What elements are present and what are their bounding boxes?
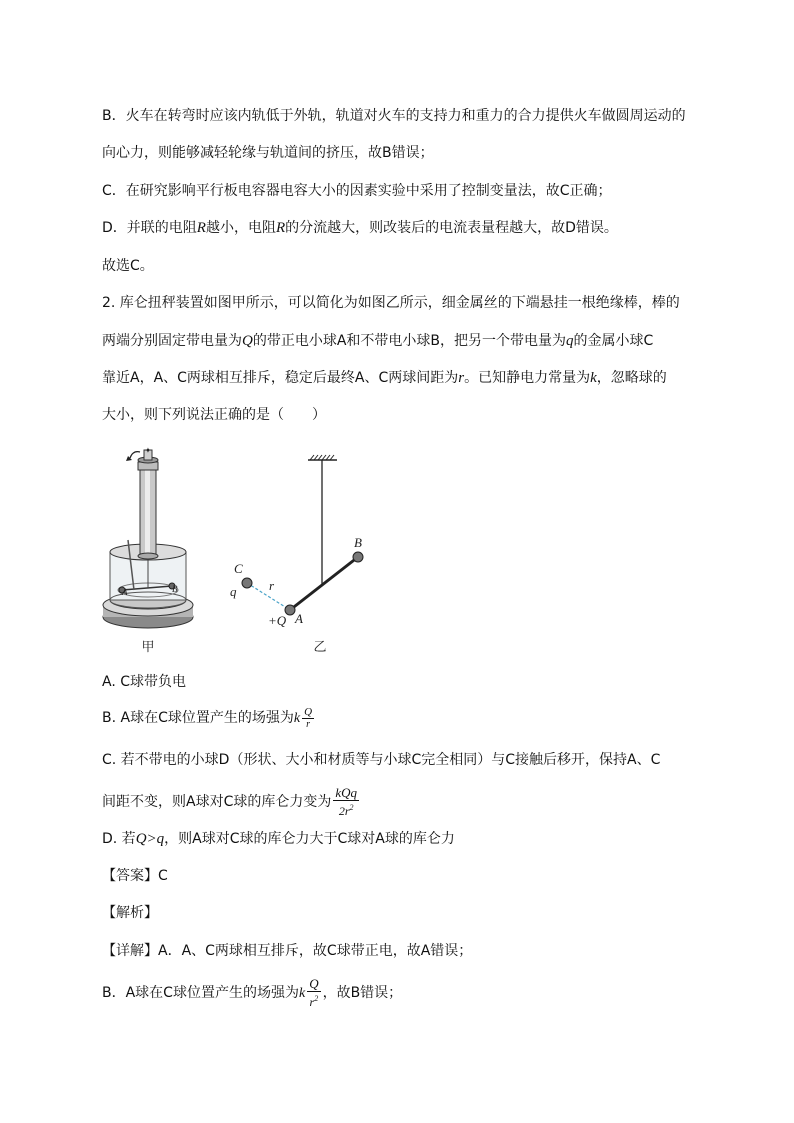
label-q: q <box>230 584 237 599</box>
exponent-2: 2 <box>314 994 319 1003</box>
answer-line <box>102 866 702 886</box>
option-text: 间距不变，则A球对C球的库仑力变为 <box>102 794 332 810</box>
fraction-Q-over-r2 <box>307 977 320 1009</box>
line-text: 越小，电阻 <box>205 220 276 236</box>
denominator-base: r <box>309 995 315 1009</box>
fraction-numerator: kQq <box>335 785 358 800</box>
line-text: 两端分别固定带电量为 <box>102 333 242 349</box>
label-B: B <box>354 535 362 550</box>
apparatus-label-A: A <box>122 587 128 597</box>
label-A: A <box>295 611 303 626</box>
detail-text: B．A球在C球位置产生的场强为 <box>102 985 299 1001</box>
line-text: 靠近A，A、C两球相互排斥，稳定后最终A、C两球间距为 <box>102 370 459 386</box>
line-text: 的金属小球C <box>573 333 654 349</box>
option-text: B. A球在C球位置产生的场强为 <box>102 710 294 726</box>
option-D <box>102 829 702 849</box>
symbol-k: k <box>298 986 306 1001</box>
option-text: A. C球带负电 <box>102 674 187 690</box>
question-2-line-1 <box>102 293 702 313</box>
text-line-b-train <box>102 106 702 126</box>
fraction-kQq-over-2r2 <box>333 786 359 818</box>
symbol-k: k <box>293 711 301 726</box>
label-r: r <box>269 578 275 593</box>
line-text: 的分流越大，则改装后的电流表量程越大，故D错误。 <box>285 220 618 236</box>
fraction-Q-over-r <box>302 706 314 730</box>
fraction-numerator: Q <box>309 976 319 991</box>
ball-A <box>285 605 295 615</box>
symbol-k: k <box>590 370 597 386</box>
insulating-rod <box>290 557 358 610</box>
text-line-choice-c <box>102 256 702 276</box>
question-2-line-3 <box>102 368 702 388</box>
ball-B <box>353 552 363 562</box>
text-line-b-train-cont <box>102 143 702 163</box>
diagram-yi <box>230 455 363 655</box>
symbol-q: q <box>566 333 574 349</box>
analysis-text: 【解析】 <box>102 905 158 921</box>
fraction-denominator <box>333 801 359 818</box>
line-text: 大小，则下列说法正确的是（ ） <box>102 407 326 423</box>
analysis-heading <box>102 903 702 923</box>
line-text: 向心力，则能够减轻轮缘与轨道间的挤压，故B错误； <box>102 145 434 161</box>
fraction-denominator <box>307 992 320 1009</box>
answer-text: 【答案】C <box>102 868 168 884</box>
label-C: C <box>234 561 243 576</box>
symbol-R: R <box>275 220 286 236</box>
label-plus-Q: +Q <box>268 613 287 628</box>
symbol-R: R <box>196 220 206 236</box>
symbol-r: r <box>458 370 465 386</box>
line-text: 故选C。 <box>102 258 154 274</box>
ball-C <box>242 578 252 588</box>
line-text: 的带正电小球A和不带电小球B，把另一个带电量为 <box>252 333 567 349</box>
line-text: D．并联的电阻 <box>102 220 197 236</box>
symbol-Q-gt-q: Q>q <box>135 831 165 847</box>
apparatus-jia <box>103 446 193 655</box>
symbol-Q: Q <box>242 333 253 349</box>
option-A <box>102 672 702 692</box>
line-text: ，忽略球的 <box>596 370 667 386</box>
question-2-line-4 <box>102 405 702 425</box>
line-text: 。已知静电力常量为 <box>464 370 591 386</box>
exponent-2: 2 <box>349 803 354 812</box>
question-2-line-2 <box>102 331 702 351</box>
option-C-line-2 <box>102 786 702 818</box>
detail-text: ，故B错误； <box>322 985 403 1001</box>
option-B <box>102 706 702 730</box>
caption-yi: 乙 <box>313 640 327 655</box>
option-C-line-1 <box>102 750 702 770</box>
option-text: D. 若 <box>102 831 136 847</box>
fraction-denominator: r <box>306 719 310 730</box>
text-line-d-resistor <box>102 218 702 238</box>
denominator-base: 2r <box>338 804 350 818</box>
option-text: ，则A球对C球的库仑力大于C球对A球的库仑力 <box>164 831 455 847</box>
line-text: B．火车在转弯时应该内轨低于外轨，轨道对火车的支持力和重力的合力提供火车做圆周运动的 <box>102 108 686 124</box>
fraction-numerator: Q <box>304 706 313 718</box>
coulomb-torsion-balance-figure <box>100 440 400 655</box>
apparatus-label-B: B <box>172 584 178 594</box>
detail-text: 【详解】A．A、C两球相互排斥，故C球带正电，故A错误； <box>102 943 473 959</box>
text-line-c-capacitor <box>102 181 702 201</box>
line-text: 2. 库仑扭秤装置如图甲所示，可以简化为如图乙所示，细金属丝的下端悬挂一根绝缘棒，棒的 <box>102 295 680 311</box>
detail-line-B <box>102 977 702 1009</box>
option-text: C. 若不带电的小球D（形状、大小和材质等与小球C完全相同）与C接触后移开，保持A、C <box>102 752 661 768</box>
detail-line-A <box>102 941 702 961</box>
line-text: C．在研究影响平行板电容器电容大小的因素实验中采用了控制变量法，故C正确； <box>102 183 612 199</box>
caption-jia: 甲 <box>141 640 155 655</box>
svg-text:✦: ✦ <box>144 446 152 455</box>
